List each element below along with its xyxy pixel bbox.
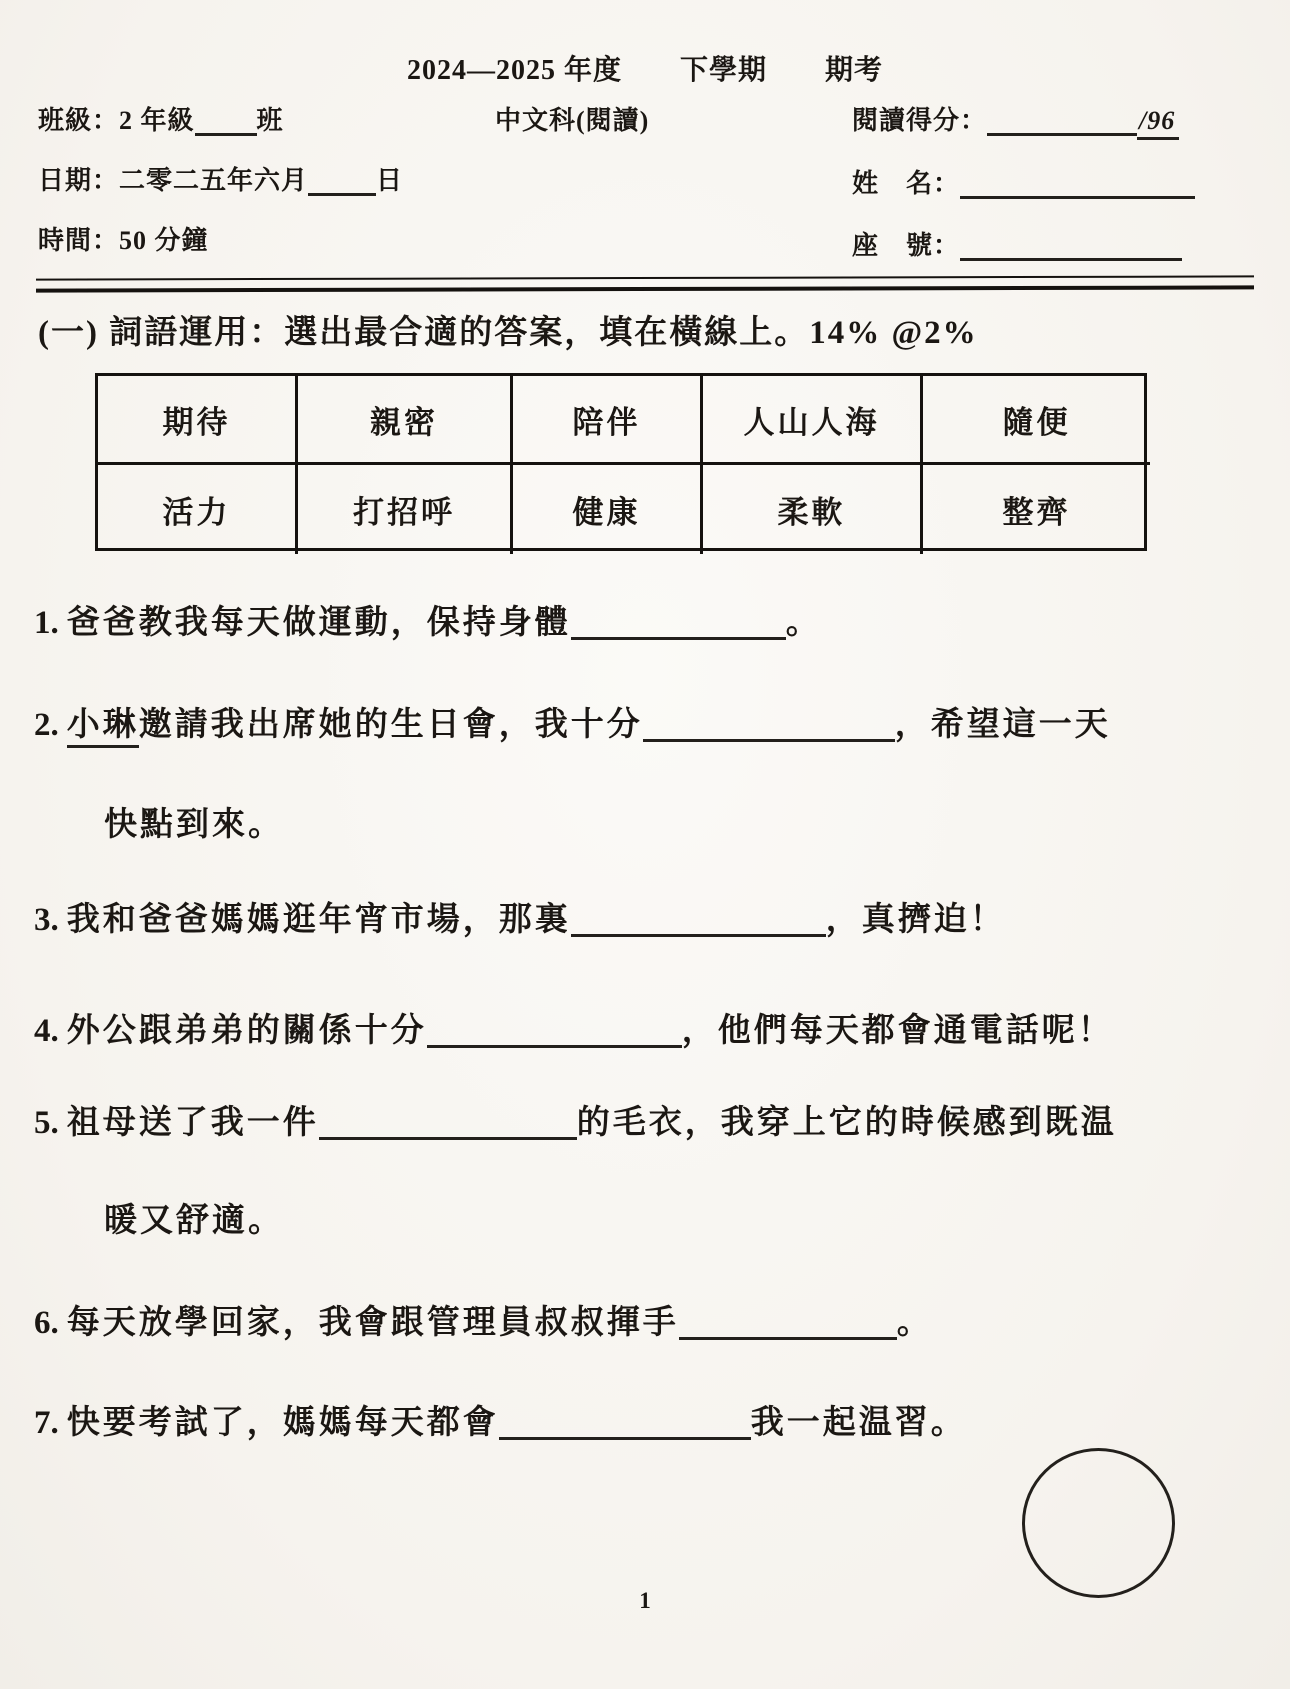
section1-heading: (一) 詞語運用：選出最合適的答案，填在橫線上。14% @2% (38, 315, 978, 351)
question-number: 7. (34, 1405, 59, 1441)
word-bank-cell: 整齊 (1002, 495, 1071, 530)
question-5 (34, 1096, 1117, 1143)
seat-label: 座 號： (852, 231, 961, 260)
score-line (852, 100, 1179, 137)
exam-type: 期考 (825, 55, 884, 86)
answer-blank-7[interactable] (499, 1407, 751, 1440)
answer-blank-2[interactable] (643, 709, 895, 742)
question-text: ，真擠迫！ (825, 902, 1006, 938)
answer-blank-4[interactable] (427, 1015, 682, 1048)
word-bank-cell: 陪伴 (513, 376, 703, 465)
question-text: 的毛衣，我穿上它的時候感到既温 (576, 1105, 1117, 1141)
question-number: 5. (34, 1105, 59, 1141)
question-2 (34, 698, 1111, 745)
subject-label: 中文科(閱讀) (495, 106, 650, 135)
word-bank-table (95, 373, 1147, 551)
question-7 (34, 1396, 967, 1443)
question-text: 每天放學回家，我會跟管理員叔叔揮手 (66, 1305, 679, 1341)
score-label: 閱讀得分： (852, 106, 988, 135)
exam-title-row (0, 48, 1290, 88)
question-number: 3. (34, 902, 59, 938)
word-bank-cell: 期待 (98, 376, 298, 465)
question-number: 6. (34, 1305, 59, 1341)
question-text: ，他們每天都會通電話呢！ (681, 1013, 1114, 1049)
class-label: 班級：2 年級 (38, 106, 195, 135)
question-5-continuation: 暖又舒適。 (104, 1203, 284, 1239)
question-3 (34, 893, 1006, 940)
date-blank[interactable] (308, 170, 376, 196)
question-4 (34, 1004, 1114, 1051)
header-divider-thick (36, 285, 1254, 292)
answer-blank-3[interactable] (571, 904, 826, 937)
seat-line (852, 225, 1182, 262)
question-text: 爸爸教我每天做運動，保持身體 (66, 605, 571, 641)
question-text: 。 (785, 605, 822, 641)
question-text: 祖母送了我一件 (66, 1105, 319, 1141)
page-number: 1 (639, 1588, 651, 1613)
exam-year: 2024—2025 年度 (406, 55, 622, 86)
question-2-continuation: 快點到來。 (104, 807, 284, 843)
word-bank-cell: 活力 (98, 465, 298, 554)
header-divider-thin (36, 275, 1254, 280)
word-bank-cell: 健康 (513, 465, 703, 554)
seat-blank[interactable] (960, 235, 1182, 261)
word-bank-cell: 親密 (298, 376, 513, 465)
grade-circle (1022, 1448, 1175, 1598)
class-unit: 班 (256, 106, 284, 135)
question-1 (34, 596, 822, 643)
name-blank[interactable] (960, 173, 1195, 199)
date-label: 日期：二零二五年六月 (38, 166, 309, 195)
underlined-name: 小琳 (67, 707, 139, 748)
question-number: 2. (34, 707, 59, 743)
question-text: 我一起温習。 (750, 1405, 967, 1441)
question-text: 邀請我出席她的生日會，我十分 (138, 707, 643, 743)
word-bank-cell: 人山人海 (703, 376, 923, 465)
date-line (38, 160, 403, 197)
score-blank[interactable] (987, 110, 1137, 136)
class-line (38, 100, 284, 137)
question-text: ，希望這一天 (894, 707, 1111, 743)
question-number: 4. (34, 1013, 59, 1049)
class-blank[interactable] (195, 110, 257, 136)
name-line (852, 163, 1195, 200)
answer-blank-1[interactable] (571, 607, 786, 640)
time-label: 時間：50 分鐘 (38, 226, 209, 255)
question-6 (34, 1296, 933, 1343)
question-text: 外公跟弟弟的關係十分 (66, 1013, 427, 1049)
question-number: 1. (34, 605, 59, 641)
question-text: 我和爸爸媽媽逛年宵市場，那裏 (66, 902, 571, 938)
answer-blank-6[interactable] (679, 1307, 897, 1340)
date-unit: 日 (376, 166, 404, 195)
score-total: /96 (1137, 106, 1179, 140)
word-bank-cell: 隨便 (923, 376, 1150, 465)
question-text: 快要考試了，媽媽每天都會 (66, 1405, 499, 1441)
exam-term: 下學期 (679, 55, 767, 86)
word-bank-cell: 打招呼 (298, 465, 513, 554)
word-bank-cell: 柔軟 (703, 465, 923, 554)
question-text: 。 (896, 1305, 933, 1341)
answer-blank-5[interactable] (319, 1107, 577, 1140)
name-label: 姓 名： (852, 169, 961, 198)
